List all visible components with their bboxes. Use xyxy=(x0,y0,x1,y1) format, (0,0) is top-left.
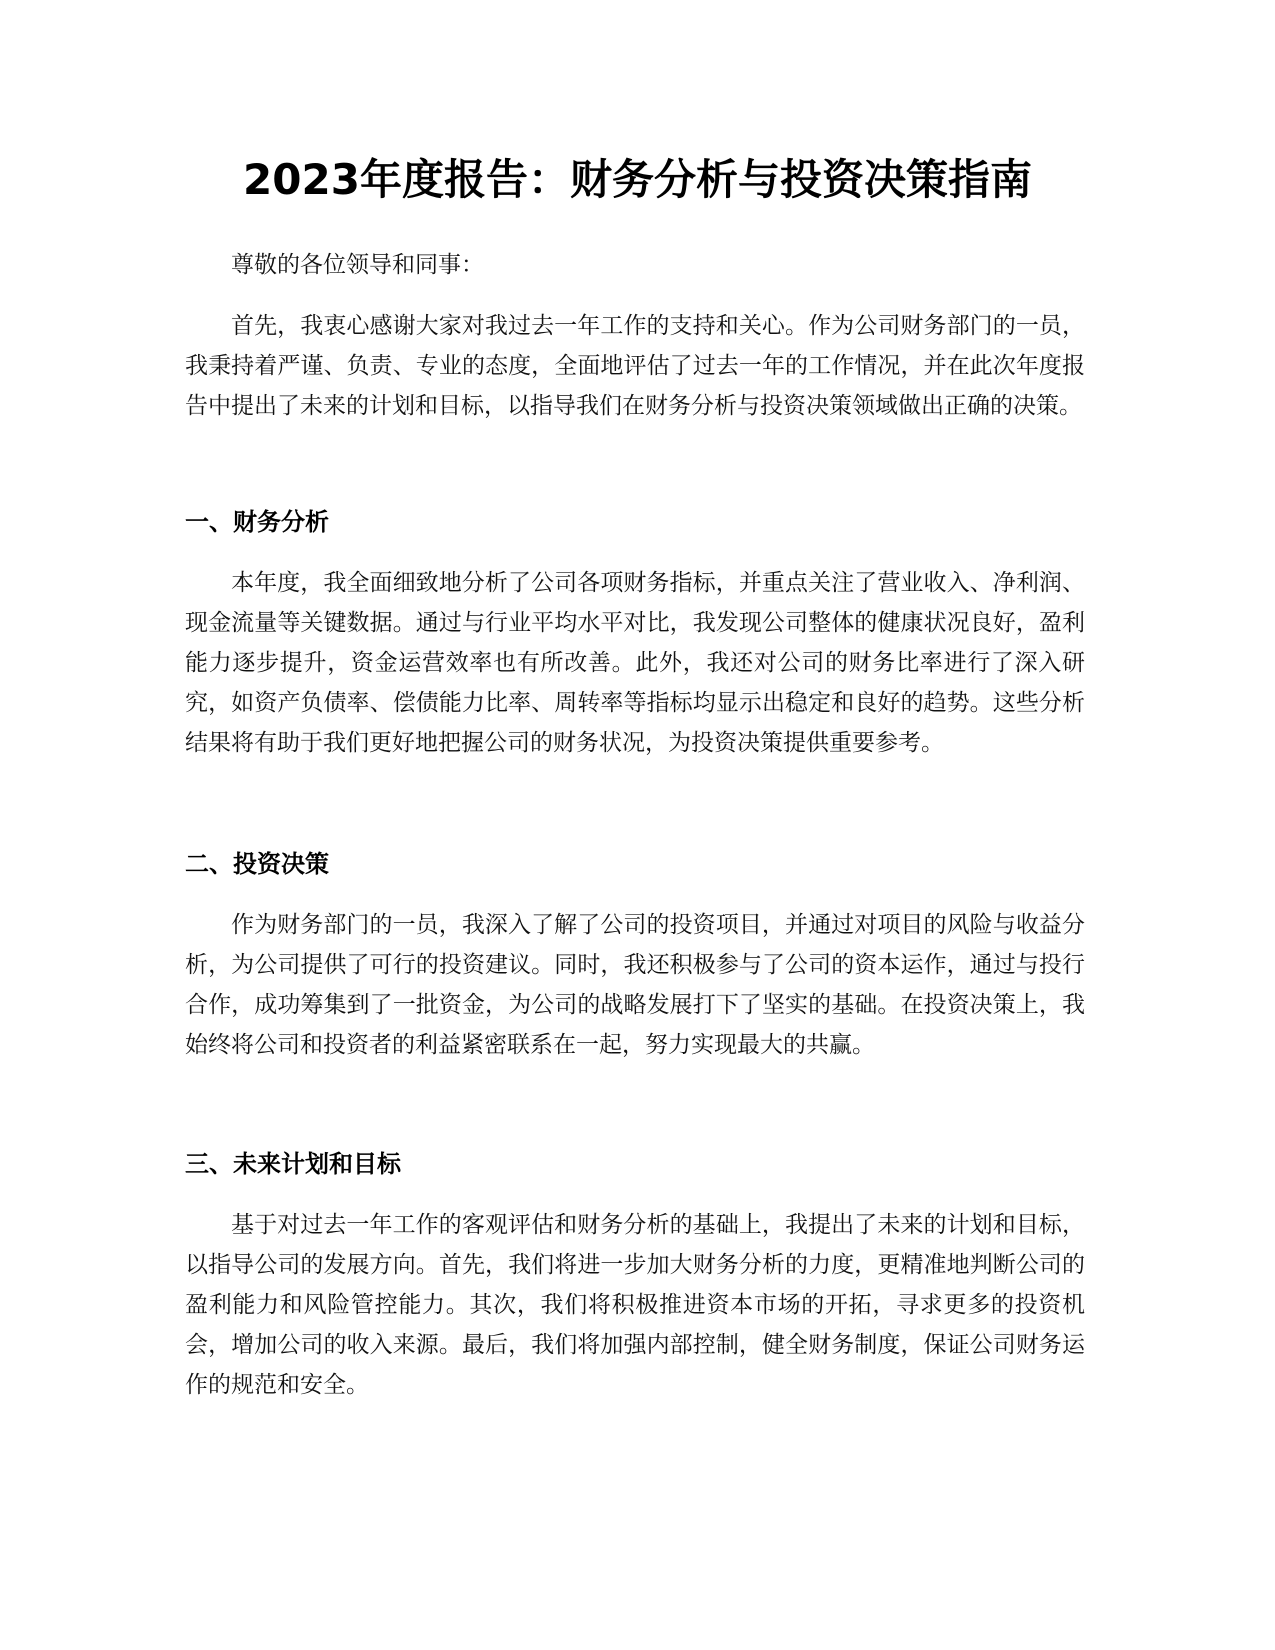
document-title: 2023年度报告：财务分析与投资决策指南 xyxy=(243,155,1032,204)
section-body-future-plans: 基于对过去一年工作的客观评估和财务分析的基础上，我提出了未来的计划和目标，以指导公司的发展方向。首先，我们将进一步加大财务分析的力度，更精准地判断公司的盈利能力和风险管控能力。其次，我们将积极推进资本市场的开拓，寻求更多的投资机会，增加公司的收入来源。最后，我们将加强内部控制，健全财务制度，保证公司财务运作的规范和安全。 xyxy=(185,1212,1085,1398)
section-heading-financial-analysis: 一、财务分析 xyxy=(185,508,329,536)
greeting: 尊敬的各位领导和同事： xyxy=(231,252,484,278)
intro-paragraph: 首先，我衷心感谢大家对我过去一年工作的支持和关心。作为公司财务部门的一员，我秉持着严谨、负责、专业的态度，全面地评估了过去一年的工作情况，并在此次年度报告中提出了未来的计划和目标，以指导我们在财务分析与投资决策领域做出正确的决策。 xyxy=(185,313,1085,419)
section-heading-investment-decision: 二、投资决策 xyxy=(185,850,329,878)
section-heading-future-plans: 三、未来计划和目标 xyxy=(185,1150,401,1178)
section-body-investment-decision: 作为财务部门的一员，我深入了解了公司的投资项目，并通过对项目的风险与收益分析，为公司提供了可行的投资建议。同时，我还积极参与了公司的资本运作，通过与投行合作，成功筹集到了一批资金，为公司的战略发展打下了坚实的基础。在投资决策上，我始终将公司和投资者的利益紧密联系在一起，努力实现最大的共赢。 xyxy=(185,912,1085,1058)
section-body-financial-analysis: 本年度，我全面细致地分析了公司各项财务指标，并重点关注了营业收入、净利润、现金流量等关键数据。通过与行业平均水平对比，我发现公司整体的健康状况良好，盈利能力逐步提升，资金运营效率也有所改善。此外，我还对公司的财务比率进行了深入研究，如资产负债率、偿债能力比率、周转率等指标均显示出稳定和良好的趋势。这些分析结果将有助于我们更好地把握公司的财务状况，为投资决策提供重要参考。 xyxy=(185,570,1085,756)
